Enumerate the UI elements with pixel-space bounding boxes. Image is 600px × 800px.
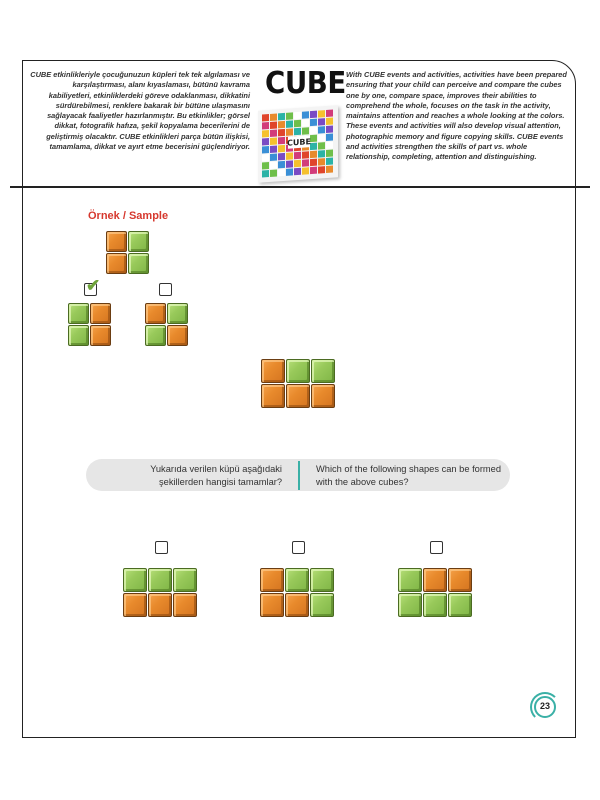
- question-separator: [298, 461, 300, 490]
- mosaic-tile: [262, 122, 269, 129]
- mosaic-tile: [326, 134, 333, 141]
- exercise-option-2-checkbox[interactable]: [292, 541, 305, 554]
- mosaic-tile: [318, 126, 325, 133]
- mosaic-tile: [262, 170, 269, 177]
- mosaic-tile: [278, 145, 285, 152]
- orange-cube: [167, 325, 188, 346]
- orange-cube: [448, 568, 472, 592]
- orange-cube: [123, 593, 147, 617]
- green-cube: [145, 325, 166, 346]
- mosaic-tile: [310, 135, 317, 142]
- cube-box-mosaic: [258, 105, 338, 183]
- green-cube: [148, 568, 172, 592]
- green-cube: [123, 568, 147, 592]
- mosaic-tile: [310, 119, 317, 126]
- mosaic-tile: [262, 114, 269, 121]
- mosaic-tile: [270, 153, 277, 160]
- mosaic-tile: [270, 113, 277, 120]
- orange-cube: [106, 253, 127, 274]
- intro-text-english: With CUBE events and activities, activities have been prepared ensuring that your child can perceive and compare the cubes one by one, compare space, improves their abilities to comprehend the whole, focuses on the task in the activity, maintains attention and reaches a whole looking at the colors. These events and activities will also develop visual attention, photographic memory and figure copying skills. CUBE events and activities strengthen the skills of part vs. whole relationship, completing, attention and distinguishing.: [346, 70, 567, 162]
- mosaic-tile: [294, 112, 301, 119]
- mosaic-tile: [270, 121, 277, 128]
- mosaic-tile: [278, 137, 285, 144]
- mosaic-tile: [310, 159, 317, 166]
- mosaic-tile: [286, 152, 293, 159]
- mosaic-tile: [286, 112, 293, 119]
- cube-product-box: [258, 105, 338, 183]
- mosaic-tile: [294, 160, 301, 167]
- green-cube: [398, 568, 422, 592]
- orange-cube: [145, 303, 166, 324]
- question-turkish: Yukarıda verilen küpü aşağıdaki şekillerden hangisi tamamlar?: [150, 464, 282, 487]
- mosaic-tile: [326, 118, 333, 125]
- sample-title: Örnek / Sample: [88, 210, 169, 222]
- orange-cube: [261, 359, 285, 383]
- mosaic-tile: [294, 120, 301, 127]
- orange-cube: [90, 303, 111, 324]
- mosaic-tile: [326, 158, 333, 165]
- orange-cube: [148, 593, 172, 617]
- cube-logo: CUBE: [265, 66, 346, 101]
- mosaic-tile: [262, 162, 269, 169]
- mosaic-tile: [278, 161, 285, 168]
- mosaic-tile: [310, 143, 317, 150]
- mosaic-tile: [302, 111, 309, 118]
- sample-option-1-cubes[interactable]: [68, 303, 111, 346]
- green-cube: [310, 593, 334, 617]
- orange-cube: [90, 325, 111, 346]
- mosaic-tile: [262, 130, 269, 137]
- mosaic-tile: [318, 110, 325, 117]
- green-cube: [398, 593, 422, 617]
- mosaic-tile: [270, 137, 277, 144]
- mosaic-tile: [318, 158, 325, 165]
- orange-cube: [106, 231, 127, 252]
- box-label-text: CUBE: [287, 137, 311, 148]
- green-cube: [448, 593, 472, 617]
- mosaic-tile: [310, 151, 317, 158]
- mosaic-tile: [262, 146, 269, 153]
- checkmark-icon: ✔: [86, 276, 101, 295]
- mosaic-tile: [294, 168, 301, 175]
- page-number: 23: [534, 696, 556, 718]
- mosaic-tile: [278, 121, 285, 128]
- orange-cube: [285, 593, 309, 617]
- mosaic-tile: [278, 113, 285, 120]
- mosaic-tile: [318, 134, 325, 141]
- exercise-option-3-checkbox[interactable]: [430, 541, 443, 554]
- exercise-option-3-cubes[interactable]: [398, 568, 472, 617]
- green-cube: [423, 593, 447, 617]
- orange-cube: [260, 593, 284, 617]
- mosaic-tile: [310, 167, 317, 174]
- mosaic-tile: [326, 150, 333, 157]
- green-cube: [128, 253, 149, 274]
- mosaic-tile: [278, 169, 285, 176]
- green-cube: [286, 359, 310, 383]
- green-cube: [285, 568, 309, 592]
- mosaic-tile: [326, 110, 333, 117]
- mosaic-tile: [270, 145, 277, 152]
- exercise-target-cubes: [261, 359, 335, 408]
- sample-target-cubes: [106, 231, 149, 274]
- mosaic-tile: [318, 118, 325, 125]
- mosaic-tile: [270, 161, 277, 168]
- header-divider: [10, 186, 590, 188]
- exercise-option-1-cubes[interactable]: [123, 568, 197, 617]
- mosaic-tile: [310, 111, 317, 118]
- mosaic-tile: [286, 120, 293, 127]
- orange-cube: [423, 568, 447, 592]
- sample-option-2-cubes[interactable]: [145, 303, 188, 346]
- sample-option-2-checkbox[interactable]: [159, 283, 172, 296]
- mosaic-tile: [302, 127, 309, 134]
- green-cube: [167, 303, 188, 324]
- mosaic-tile: [310, 127, 317, 134]
- mosaic-tile: [294, 128, 301, 135]
- orange-cube: [261, 384, 285, 408]
- orange-cube: [260, 568, 284, 592]
- green-cube: [128, 231, 149, 252]
- orange-cube: [311, 384, 335, 408]
- mosaic-tile: [318, 166, 325, 173]
- green-cube: [68, 325, 89, 346]
- mosaic-tile: [286, 168, 293, 175]
- green-cube: [311, 359, 335, 383]
- mosaic-tile: [262, 154, 269, 161]
- green-cube: [173, 568, 197, 592]
- orange-cube: [173, 593, 197, 617]
- orange-cube: [286, 384, 310, 408]
- mosaic-tile: [326, 126, 333, 133]
- mosaic-tile: [302, 159, 309, 166]
- mosaic-tile: [278, 153, 285, 160]
- mosaic-tile: [286, 128, 293, 135]
- mosaic-tile: [294, 152, 301, 159]
- mosaic-tile: [270, 169, 277, 176]
- mosaic-tile: [326, 142, 333, 149]
- question-english: Which of the following shapes can be formed with the above cubes?: [316, 464, 502, 487]
- mosaic-tile: [318, 150, 325, 157]
- exercise-option-2-cubes[interactable]: [260, 568, 334, 617]
- mosaic-tile: [302, 167, 309, 174]
- exercise-option-1-checkbox[interactable]: [155, 541, 168, 554]
- green-cube: [68, 303, 89, 324]
- mosaic-tile: [302, 151, 309, 158]
- mosaic-tile: [270, 129, 277, 136]
- mosaic-tile: [278, 129, 285, 136]
- green-cube: [310, 568, 334, 592]
- mosaic-tile: [302, 119, 309, 126]
- intro-text-turkish: CUBE etkinlikleriyle çocuğunuzun küpleri tek tek algılaması ve karşılaştırması, alanı kıyaslaması, bütünü kavrama kabiliyetleri, etkinliklerdeki göreve odaklanması, dikkatini sürdürebilmesi, renklere bakarak bir bütüne ulaşmasını sağlayacak faaliyetler hazırlanmıştır. Bu etkinlikler; görsel dikkat, fotografik hafıza, şekil kopyalama becerilerini de geliştirmiş olacaktır. CUBE etkinlikleri parça bütün ilişkisi, tamamlama, dikkat ve ayırt etme becerisini güçlendiriyor.: [30, 70, 250, 152]
- mosaic-tile: [286, 160, 293, 167]
- mosaic-tile: [318, 142, 325, 149]
- mosaic-tile: [262, 138, 269, 145]
- mosaic-tile: [326, 166, 333, 173]
